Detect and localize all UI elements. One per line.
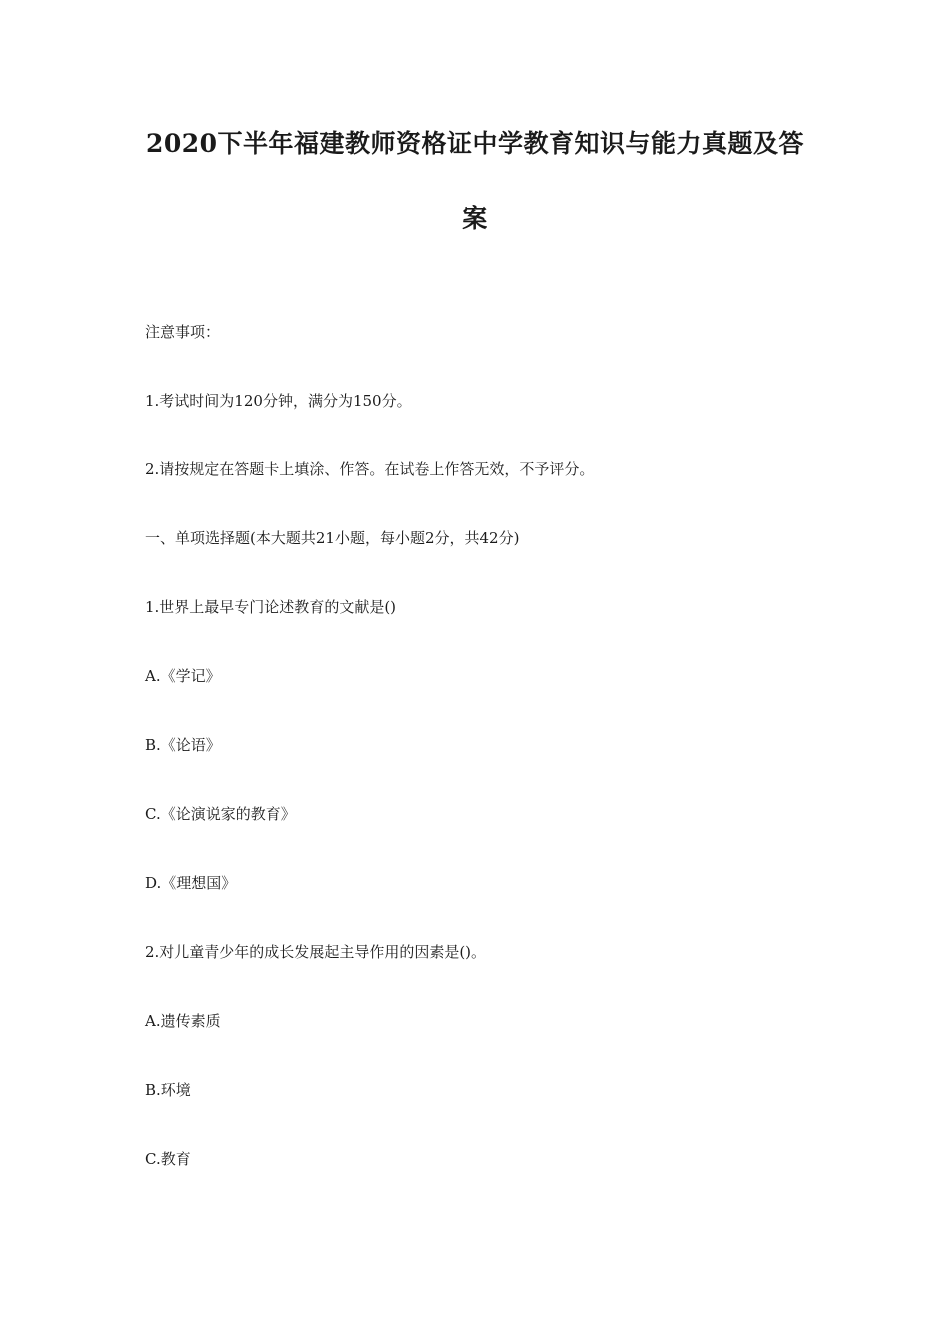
question-2-option-b: B.环境 xyxy=(145,1081,191,1099)
notice-heading: 注意事项： xyxy=(145,323,221,341)
question-1-option-c: C.《论演说家的教育》 xyxy=(145,805,296,823)
document-title-line-2: 案 xyxy=(462,204,488,233)
question-2-stem: 2.对儿童青少年的成长发展起主导作用的因素是()。 xyxy=(145,943,487,961)
question-2-option-c: C.教育 xyxy=(145,1150,191,1168)
question-1-option-b: B.《论语》 xyxy=(145,736,221,754)
question-1-stem: 1.世界上最早专门论述教育的文献是() xyxy=(145,598,397,616)
question-1-option-a: A.《学记》 xyxy=(145,667,221,685)
document-title-line-1: 2020下半年福建教师资格证中学教育知识与能力真题及答 xyxy=(145,129,805,158)
notice-item-1: 1.考试时间为120分钟，满分为150分。 xyxy=(145,392,412,410)
notice-item-2: 2.请按规定在答题卡上填涂、作答。在试卷上作答无效，不予评分。 xyxy=(145,460,595,478)
question-1-option-d: D.《理想国》 xyxy=(145,874,237,892)
question-2-option-a: A.遗传素质 xyxy=(145,1012,221,1030)
section-heading-single-choice: 一、单项选择题(本大题共21小题，每小题2分，共42分) xyxy=(145,529,520,547)
